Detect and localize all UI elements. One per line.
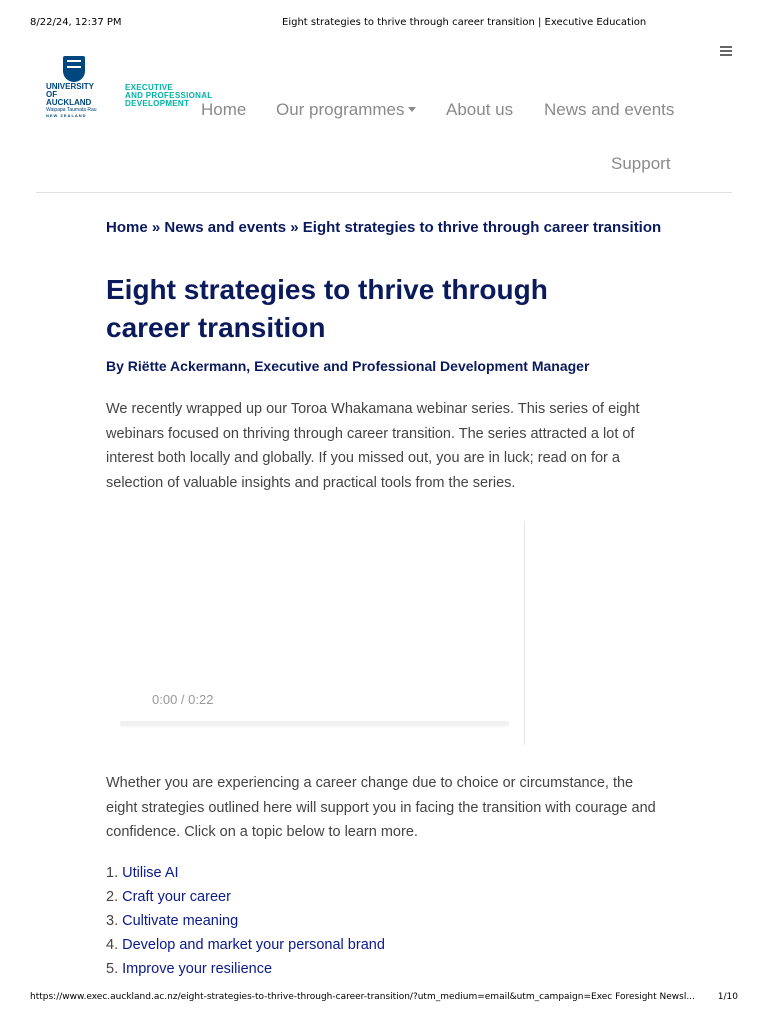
main-nav <box>199 94 719 194</box>
nav-our-programmes-label: Our programmes <box>276 100 405 119</box>
shield-icon <box>63 56 85 82</box>
article-intro: We recently wrapped up our Toroa Whakamana webinar series. This series of eight webinars focused on thriving through career transition. The series attracted a lot of interest both locally and globally. If you missed out, you are in luck; read on for a selection of valuable insights and practical tools from the series. <box>106 401 640 491</box>
article-paragraph: Whether you are experiencing a career change due to choice or circumstance, the eight strategies outlined here will support you in facing the transition with courage and confidence. Click on a topic below to learn more. <box>106 775 656 840</box>
topic-list <box>106 861 385 981</box>
topic-item <box>106 909 385 933</box>
breadcrumb-current: Eight strategies to thrive through career transition <box>302 219 662 236</box>
topic-number: 1. <box>106 865 119 881</box>
nav-support[interactable]: Support <box>611 154 671 173</box>
nav-about-us[interactable]: About us <box>446 100 514 119</box>
epd-line-3: DEVELOPMENT <box>125 99 190 108</box>
breadcrumb-news-and-events[interactable]: News and events <box>164 219 287 236</box>
topic-link[interactable]: Improve your resilience <box>122 961 273 977</box>
print-page-number: 1/10 <box>717 992 738 1002</box>
topic-link[interactable]: Utilise AI <box>122 865 179 881</box>
topic-number: 2. <box>106 889 119 905</box>
topic-link[interactable]: Cultivate meaning <box>122 913 239 929</box>
epd-line-1: EXECUTIVE <box>125 83 174 92</box>
uoa-line-1: UNIVERSITY OF <box>46 82 94 99</box>
topic-link[interactable]: Craft your career <box>122 889 231 905</box>
uoa-line-2: AUCKLAND <box>46 98 92 107</box>
breadcrumb-home[interactable]: Home <box>106 219 148 236</box>
university-wordmark <box>46 83 106 118</box>
article-content <box>106 219 662 977</box>
uoa-line-3: Waipapa Taumata Rau <box>46 107 97 113</box>
print-url: https://www.exec.auckland.ac.nz/eight-strategies-to-thrive-through-career-transition/?utm_medium=email&utm_campaign=Exec Foresight Newsl... <box>30 992 695 1002</box>
topic-link[interactable]: Develop and market your personal brand <box>122 937 385 953</box>
article-byline: By Riëtte Ackermann, Executive and Professional Development Manager <box>106 358 590 374</box>
topic-item <box>106 957 385 981</box>
topic-item <box>106 861 385 885</box>
video-time: 0:00 / 0:22 <box>152 692 214 707</box>
uoa-line-4: NEW ZEALAND <box>46 113 87 118</box>
topic-item <box>106 885 385 909</box>
caret-down-icon <box>408 107 416 112</box>
topic-number: 3. <box>106 913 119 929</box>
video-progress-bar[interactable] <box>120 721 509 725</box>
topic-item <box>106 933 385 957</box>
print-header <box>30 17 738 31</box>
article-title: Eight strategies to thrive through career transition <box>106 274 548 343</box>
nav-home[interactable]: Home <box>201 100 247 119</box>
video-player[interactable] <box>106 521 525 745</box>
nav-our-programmes[interactable] <box>276 100 416 120</box>
print-footer <box>30 992 738 1006</box>
topic-number: 4. <box>106 937 119 953</box>
nav-news-and-events[interactable]: News and events <box>544 100 675 119</box>
site-header <box>36 50 732 193</box>
print-title: Eight strategies to thrive through career transition | Executive Education <box>282 17 647 28</box>
breadcrumb-separator: » <box>151 219 161 236</box>
topic-number: 5. <box>106 961 119 977</box>
university-crest-icon <box>46 56 106 118</box>
print-date: 8/22/24, 12:37 PM <box>30 17 122 28</box>
breadcrumb-separator: » <box>290 219 299 236</box>
epd-line-2: AND PROFESSIONAL <box>125 91 213 100</box>
breadcrumb <box>106 219 662 236</box>
